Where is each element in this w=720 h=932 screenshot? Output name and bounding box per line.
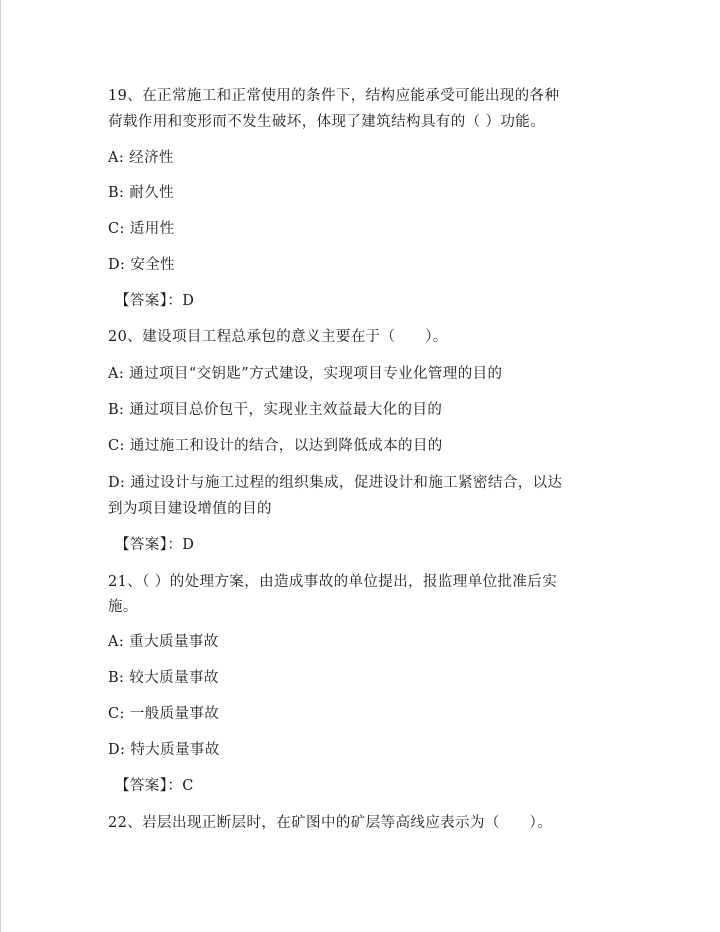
question-21-option-d: D: 特大质量事故: [108, 742, 220, 758]
question-21-answer: 【答案】：C: [115, 778, 194, 794]
question-20-option-a: A: 通过项目“交钥匙”方式建设，实现项目专业化管理的目的: [108, 366, 503, 382]
question-20-option-c: C: 通过施工和设计的结合，以达到降低成本的目的: [108, 438, 443, 454]
question-21-option-b: B: 较大质量事故: [108, 670, 219, 686]
question-21-option-c: C: 一般质量事故: [108, 706, 220, 722]
question-19-stem-line-1: 19、在正常施工和正常使用的条件下，结构应能承受可能出现的各种: [108, 88, 560, 104]
question-20-option-d-line-2: 到为项目建设增值的目的: [108, 501, 272, 517]
question-19-option-b: B: 耐久性: [108, 185, 175, 201]
question-21-option-a: A: 重大质量事故: [108, 634, 219, 650]
question-19-stem-line-2: 荷载作用和变形而不发生破坏，体现了建筑结构具有的（ ）功能。: [108, 114, 546, 130]
question-20-stem-line-1: 20、建设项目工程总承包的意义主要在于（ ）。: [108, 329, 448, 345]
question-21-stem-line-1: 21、（ ）的处理方案，由造成事故的单位提出，报监理单位批准后实: [108, 574, 558, 590]
question-19-option-c: C: 适用性: [108, 221, 175, 237]
question-20-answer: 【答案】：D: [115, 537, 195, 553]
question-19-option-d: D: 安全性: [108, 257, 176, 273]
question-22-stem-line-1: 22、岩层出现正断层时，在矿图中的矿层等高线应表示为（ ）。: [108, 815, 553, 831]
question-20-option-b: B: 通过项目总价包干，实现业主效益最大化的目的: [108, 402, 443, 418]
question-19-option-a: A: 经济性: [108, 150, 174, 166]
question-21-stem-line-2: 施。: [108, 599, 138, 615]
question-20-option-d-line-1: D: 通过设计与施工过程的组织集成，促进设计和施工紧密结合，以达: [108, 475, 563, 491]
question-19-answer: 【答案】：D: [115, 293, 195, 309]
